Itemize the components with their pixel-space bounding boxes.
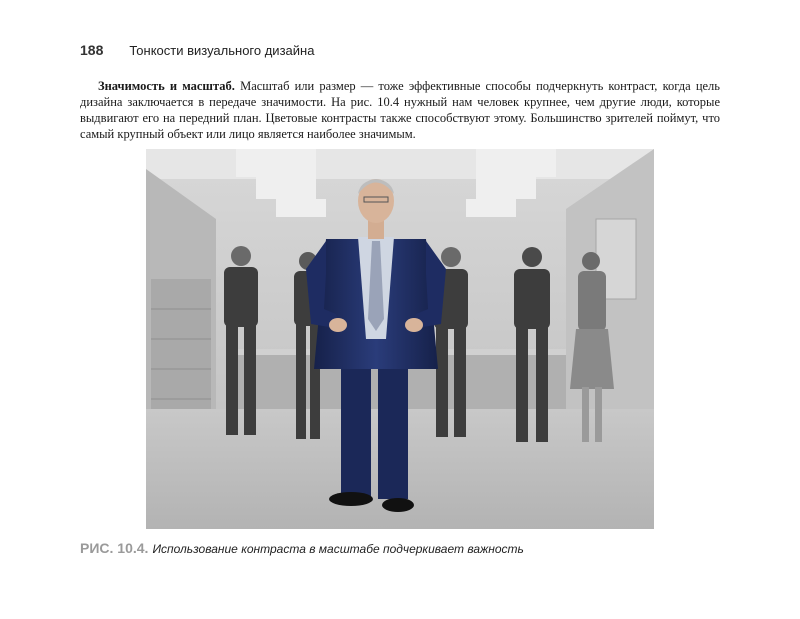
left-shelves: [151, 279, 211, 429]
office-scene-illustration: [146, 149, 654, 529]
paragraph-lead: Значимость и масштаб.: [98, 79, 235, 93]
caption-text: Использование контраста в масштабе подчеркивает важность: [152, 542, 524, 556]
ceiling: [146, 149, 654, 179]
chapter-title: Тонкости визуального дизайна: [129, 43, 315, 58]
figure-photo: [146, 149, 654, 529]
running-head: [80, 42, 314, 58]
body-paragraph: [80, 78, 720, 142]
figure-caption: [80, 540, 524, 556]
page-number: 188: [80, 42, 104, 58]
paragraph-text: Масштаб или размер — тоже эффективные способы подчеркнуть контраст, когда цель дизайна заключается в передаче значимости. На рис. 10.4 нужный нам человек крупнее, чем другие люди, которые выдвигают его на передний план. Цветовые контрасты также способствуют этому. Большинство зрителей поймут, что самый крупный объект или лицо является наиболее значимым.: [80, 79, 720, 141]
caption-label: РИС. 10.4.: [80, 540, 149, 556]
